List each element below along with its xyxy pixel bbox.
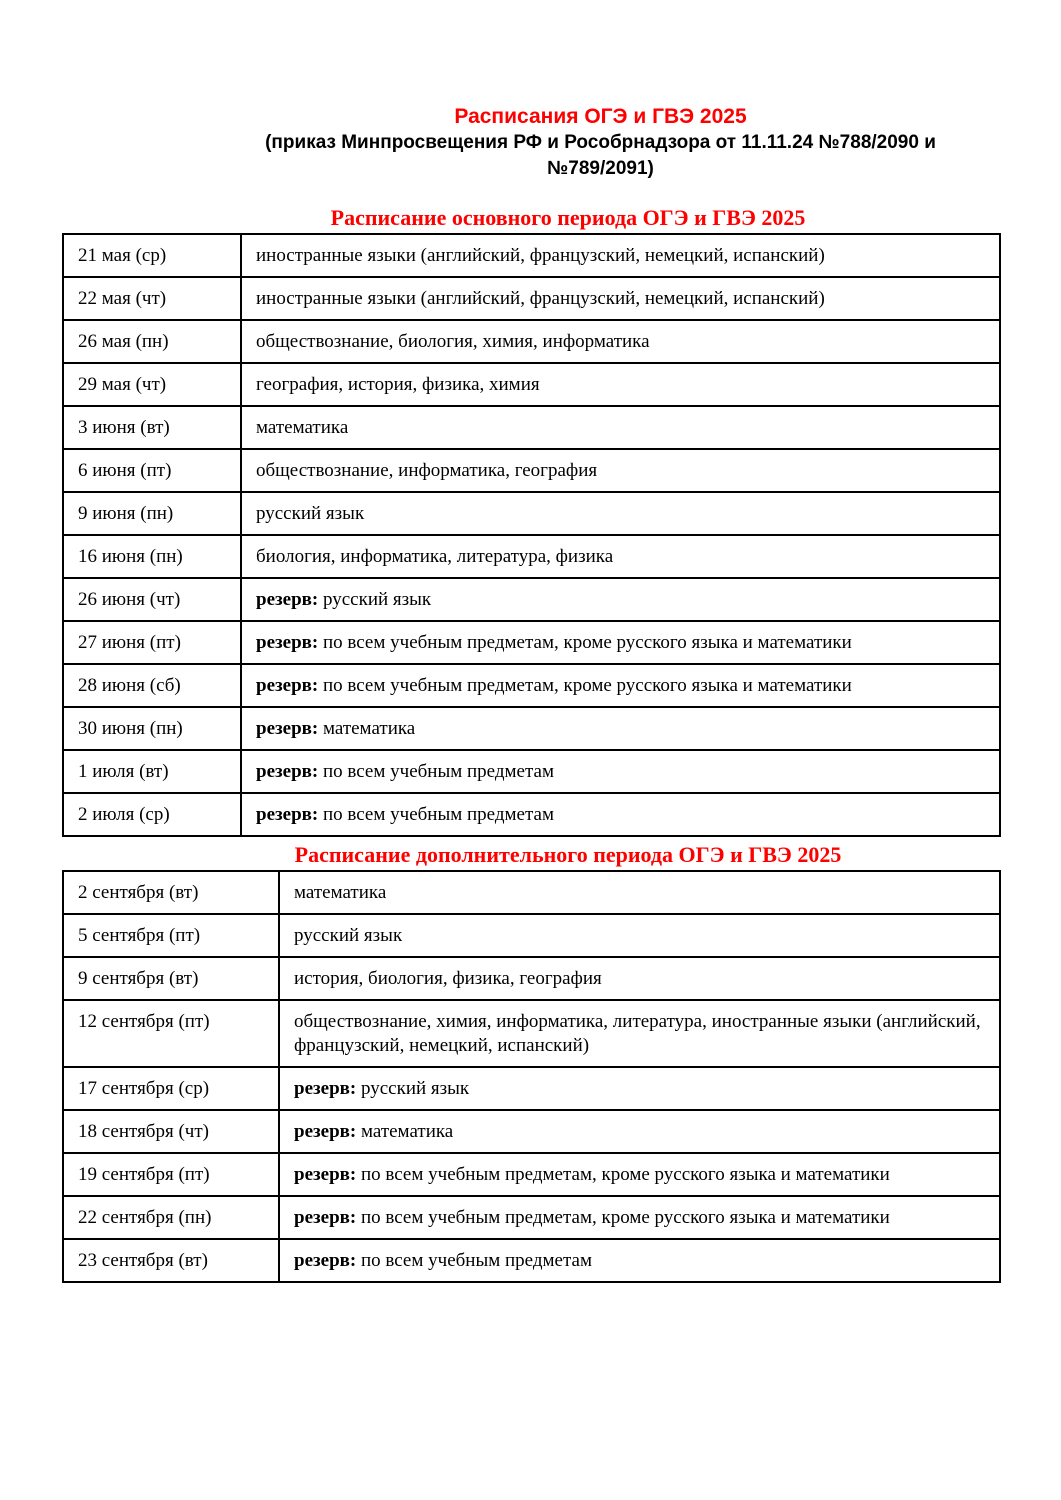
exam-date: 28 июня (сб) [63, 664, 241, 707]
schedule-row [63, 1110, 1000, 1153]
exam-subjects: математика [294, 882, 387, 903]
exam-subjects-cell [241, 535, 1000, 578]
schedule-row [63, 1239, 1000, 1282]
schedule-row [63, 1196, 1000, 1239]
reserve-label: резерв: [294, 1164, 357, 1185]
exam-date: 23 сентября (вт) [63, 1239, 279, 1282]
schedule-row [63, 234, 1000, 277]
schedule-row [63, 406, 1000, 449]
exam-subjects-cell [279, 1067, 1000, 1110]
schedule-row [63, 578, 1000, 621]
schedule-row [63, 1067, 1000, 1110]
schedule-row [63, 957, 1000, 1000]
document-title: Расписания ОГЭ и ГВЭ 2025 [454, 105, 747, 128]
schedule-row [63, 363, 1000, 406]
exam-subjects-cell [241, 406, 1000, 449]
reserve-label: резерв: [294, 1121, 357, 1142]
exam-subjects: математика [256, 417, 349, 438]
exam-date: 1 июля (вт) [63, 750, 241, 793]
exam-subjects-cell [241, 750, 1000, 793]
exam-date: 19 сентября (пт) [63, 1153, 279, 1196]
exam-date: 9 июня (пн) [63, 492, 241, 535]
exam-subjects: русский язык [318, 589, 432, 610]
exam-subjects: обществознание, биология, химия, информатика [256, 331, 650, 352]
exam-subjects: по всем учебным предметам, кроме русского языка и математики [356, 1207, 890, 1228]
exam-subjects: биология, информатика, литература, физика [256, 546, 614, 567]
exam-subjects: математика [356, 1121, 454, 1142]
exam-date: 6 июня (пт) [63, 449, 241, 492]
exam-subjects-cell [241, 578, 1000, 621]
exam-subjects: география, история, физика, химия [256, 374, 540, 395]
document-subtitle: (приказ Минпросвещения РФ и Рособрнадзора от 11.11.24 №788/2090 и №789/2091) [265, 132, 936, 179]
additional-period-title: Расписание дополнительного периода ОГЭ и ГВЭ 2025 [294, 842, 842, 867]
reserve-label: резерв: [256, 718, 319, 739]
reserve-label: резерв: [294, 1207, 357, 1228]
schedule-row [63, 277, 1000, 320]
schedule-row [63, 449, 1000, 492]
exam-subjects: по всем учебным предметам, кроме русского языка и математики [356, 1164, 890, 1185]
reserve-label: резерв: [256, 675, 319, 696]
exam-date: 16 июня (пн) [63, 535, 241, 578]
exam-subjects-cell [241, 621, 1000, 664]
exam-subjects-cell [279, 1153, 1000, 1196]
exam-subjects-cell [241, 793, 1000, 836]
exam-date: 21 мая (ср) [63, 234, 241, 277]
exam-date: 9 сентября (вт) [63, 957, 279, 1000]
exam-subjects-cell [279, 1110, 1000, 1153]
exam-subjects-cell [241, 664, 1000, 707]
exam-subjects-cell [279, 1196, 1000, 1239]
reserve-label: резерв: [294, 1078, 357, 1099]
exam-subjects: русский язык [256, 503, 365, 524]
main-period-table [62, 233, 1001, 837]
schedule-row [63, 914, 1000, 957]
schedule-row [63, 492, 1000, 535]
exam-date: 26 июня (чт) [63, 578, 241, 621]
exam-date: 26 мая (пн) [63, 320, 241, 363]
exam-date: 3 июня (вт) [63, 406, 241, 449]
schedule-row [63, 1000, 1000, 1067]
additional-period-table [62, 870, 1001, 1283]
exam-subjects: по всем учебным предметам, кроме русского языка и математики [318, 675, 852, 696]
exam-subjects: по всем учебным предметам, кроме русского языка и математики [318, 632, 852, 653]
exam-date: 27 июня (пт) [63, 621, 241, 664]
exam-subjects: обществознание, химия, информатика, литература, иностранные языки (английский, французский, немецкий, испанский) [294, 1011, 981, 1056]
exam-date: 29 мая (чт) [63, 363, 241, 406]
exam-subjects-cell [241, 707, 1000, 750]
exam-subjects-cell [241, 277, 1000, 320]
exam-date: 2 сентября (вт) [63, 871, 279, 914]
exam-subjects-cell [241, 492, 1000, 535]
exam-date: 22 сентября (пн) [63, 1196, 279, 1239]
schedule-row [63, 871, 1000, 914]
exam-subjects-cell [241, 234, 1000, 277]
schedule-row [63, 707, 1000, 750]
exam-subjects: по всем учебным предметам [318, 804, 554, 825]
schedule-row [63, 664, 1000, 707]
schedule-row [63, 793, 1000, 836]
exam-subjects: русский язык [356, 1078, 470, 1099]
exam-subjects: иностранные языки (английский, французский, немецкий, испанский) [256, 288, 825, 309]
reserve-label: резерв: [294, 1250, 357, 1271]
exam-subjects-cell [279, 957, 1000, 1000]
reserve-label: резерв: [256, 632, 319, 653]
exam-subjects: математика [318, 718, 416, 739]
exam-date: 2 июля (ср) [63, 793, 241, 836]
schedule-row [63, 535, 1000, 578]
exam-subjects-cell [241, 449, 1000, 492]
reserve-label: резерв: [256, 589, 319, 610]
schedule-row [63, 621, 1000, 664]
exam-subjects: русский язык [294, 925, 403, 946]
exam-subjects: обществознание, информатика, география [256, 460, 598, 481]
schedule-row [63, 750, 1000, 793]
exam-subjects: история, биология, физика, география [294, 968, 602, 989]
reserve-label: резерв: [256, 761, 319, 782]
exam-subjects: иностранные языки (английский, французский, немецкий, испанский) [256, 245, 825, 266]
exam-subjects: по всем учебным предметам [318, 761, 554, 782]
schedule-row [63, 320, 1000, 363]
exam-date: 5 сентября (пт) [63, 914, 279, 957]
exam-subjects-cell [279, 1000, 1000, 1067]
reserve-label: резерв: [256, 804, 319, 825]
exam-subjects-cell [279, 1239, 1000, 1282]
exam-subjects-cell [241, 363, 1000, 406]
exam-subjects-cell [241, 320, 1000, 363]
main-period-title: Расписание основного периода ОГЭ и ГВЭ 2025 [330, 205, 806, 230]
schedule-row [63, 1153, 1000, 1196]
exam-date: 30 июня (пн) [63, 707, 241, 750]
exam-subjects: по всем учебным предметам [356, 1250, 592, 1271]
exam-subjects-cell [279, 914, 1000, 957]
exam-date: 12 сентября (пт) [63, 1000, 279, 1067]
exam-date: 17 сентября (ср) [63, 1067, 279, 1110]
exam-subjects-cell [279, 871, 1000, 914]
exam-date: 22 мая (чт) [63, 277, 241, 320]
exam-date: 18 сентября (чт) [63, 1110, 279, 1153]
